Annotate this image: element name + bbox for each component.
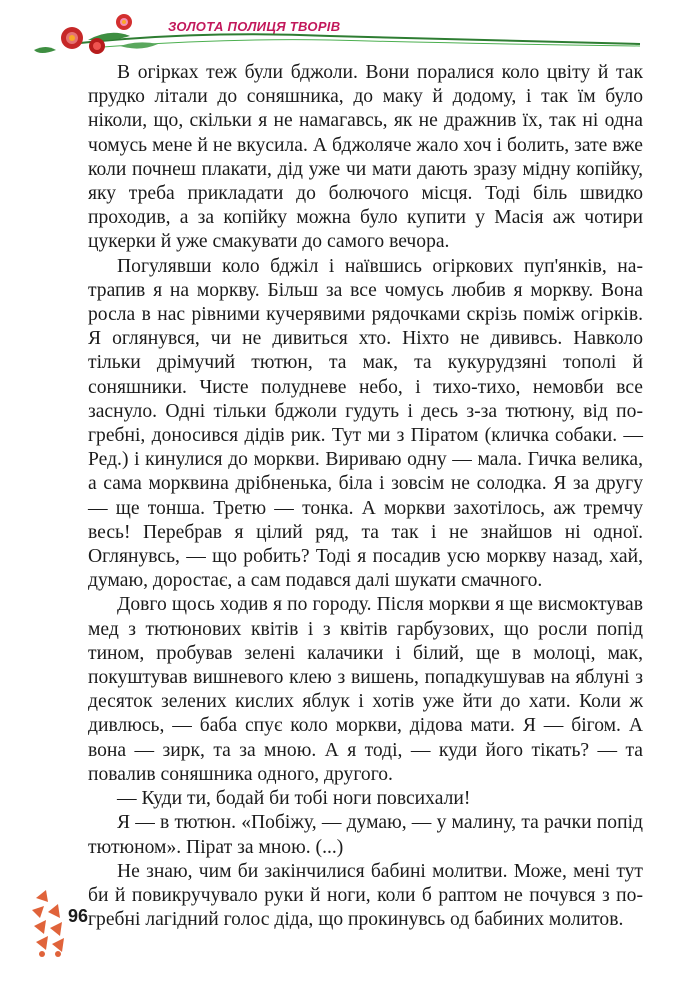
paragraph: — Куди ти, бодай би тобі ноги повсихали! [117,788,471,810]
page-header [0,0,700,60]
red-flower-icon [89,38,105,54]
paragraph: Довго щось ходив я по городу. Після моркви я ще висмоктував мед з тютюнових квітів і з квітів гарбузових, що росли попід тином, пробував зелені калачики і білий, ще в молоці, мак, покуштував вишневого клею з вишень, попадкушував на яблуні з десяток зелених кислих яблук і хотів уже йти до хати. Коли ж дивлюсь, — баба спує коло моркви, дідова мати. Я — бігом. А вона — зирк, та за мною. А я тоді, — куди його тікать? — та повалив соняшника одного, другого. [88,594,643,785]
paragraph: Я — в тютюн. «Побіжу, — думаю, — у малину, та рачки попід тютюном». Пірат за мною. (...) [88,812,643,858]
paragraph: Не знаю, чим би закінчилися бабині молитви. Може, мені тут би й повикручувало руки й ноги, коли б раптом не почувся з погребні лагідний голос діда, що прокинувсь од бабиних молитов. [88,860,643,931]
red-flower-icon [61,27,83,49]
page-number: 96 [68,906,89,926]
story-text [88,61,643,932]
flower-branch-decoration [0,0,700,60]
paragraph: Погулявши коло бджіл і наївшись огіркових пуп'янків, натрапив я на моркву. Більш за все чомусь любив я моркву. Вона росла в нас рівними кучерявими рядочками скрізь поміж огірків. Я оглянувся, чи не дивиться хто. Ніхто не дививсь. Навколо тільки дрімучий тютюн, та мак, та кукурудзяні тополі й соняшники. Чисте полудневе небо, і тихо-тихо, немовби все заснуло. Одні тільки бджоли гудуть і десь з-за тютюну, від погребні, доносився дідів рик. Тут ми з Піратом (кличка собаки. — Ред.) і кинулися до моркви. Вириваю одну — мала. Гичка велика, а сама морквина дрібненька, біла і зовсім не солодка. Я за другу — ще тонша. Третю — тонка. А моркви захотілось, аж тремчу весь! Перебрав я цілий ряд, та так і не знайшов ні одної. Оглянувсь, — що робить? Тоді я посадив усю моркву назад, хай, думаю, доростає, а сам подався далі шукати смачного. [88,255,643,592]
series-title: ЗОЛОТА ПОЛИЦЯ ТВОРІВ [168,19,341,34]
paragraph: В огірках теж були бджоли. Вони поралися коло цвіту й так прудко літали до соняшника, до маку й додому, і так їм було ніколи, що, скільки я не намагавсь, як не дражнив їх, так ні одна чомусь мене й не вкусила. А бджоляче жало хоч і болить, зате вже коли почнеш плакати, дід уже чи мати дають зразу мідну копійку, яку треба прикладати до болючого місця. Тоді біль швидко проходив, а за копійку можна було купити у Мaсія аж чотири цукерки й уже смакувати до самого вечора. [88,62,643,253]
red-flower-icon [116,14,132,30]
